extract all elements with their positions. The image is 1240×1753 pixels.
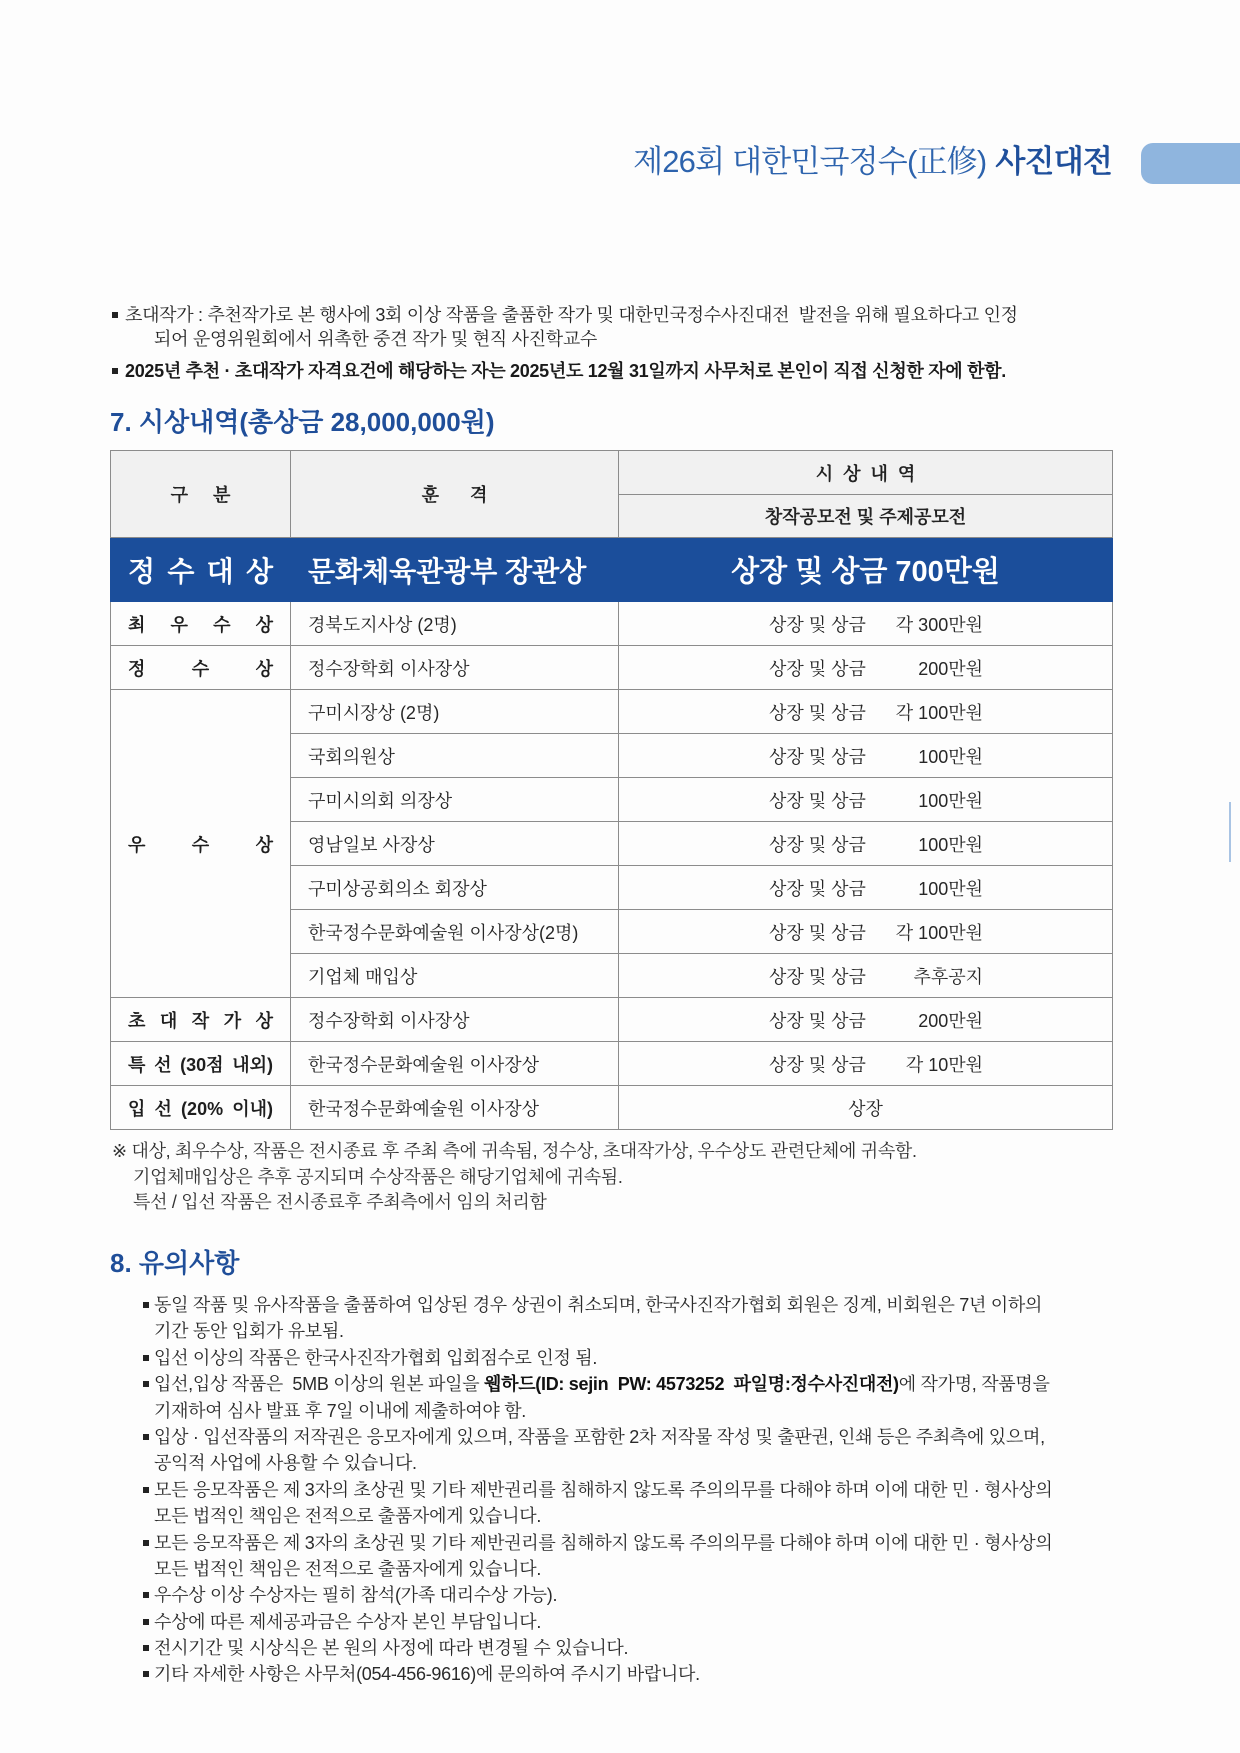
prize-line (769, 831, 983, 857)
text-line: 수상에 따른 제세공과금은 수상자 본인 부담입니다. (154, 1611, 542, 1632)
award-prize (619, 866, 1113, 910)
prize-amount: 200만원 (918, 658, 983, 679)
prize-label: 상장 및 상금 (769, 1010, 866, 1031)
award-category: 특 선 (30점 내외) (111, 1042, 291, 1086)
award-prize (619, 954, 1113, 998)
bullet-icon (143, 1487, 149, 1493)
list-item (143, 1371, 1112, 1424)
note-line: 기업체매입상은 추후 공지되며 수상작품은 해당기업체에 귀속됨. (133, 1166, 623, 1187)
table-row (111, 602, 1113, 646)
bullet-icon (143, 1381, 149, 1387)
grand-prize-award-title: 문화체육관광부 장관상 (291, 538, 619, 602)
bullet-icon (143, 1355, 149, 1361)
table-row (111, 1042, 1113, 1086)
prize-line (769, 743, 983, 769)
list-item (143, 1635, 1112, 1661)
bullet-icon (143, 1671, 149, 1677)
prize-line (769, 1007, 983, 1033)
table-row (111, 646, 1113, 690)
award-title: 경북도지사상 (2명) (291, 602, 619, 646)
grand-prize-category: 정 수 대 상 (111, 538, 291, 602)
bullet-icon (143, 1645, 149, 1651)
table-row (111, 1086, 1113, 1130)
text-line: 되어 운영위원회에서 위촉한 중견 작가 및 현직 사진학교수 (154, 329, 598, 349)
grand-prize-reward: 상장 및 상금 700만원 (619, 538, 1113, 602)
text-line: 우수상 이상 수상자는 필히 참석(가족 대리수상 가능). (154, 1585, 558, 1606)
prize-amount: 각 100만원 (895, 922, 983, 943)
header-prize: 시 상 내 역 (619, 451, 1113, 495)
prize-label: 상장 및 상금 (769, 614, 866, 635)
awards-table (110, 450, 1113, 1130)
prize-line (769, 611, 983, 637)
list-item (143, 1477, 1112, 1530)
application-deadline-note (112, 359, 1112, 383)
header-prize-subtitle: 창작공모전 및 주제공모전 (619, 495, 1113, 538)
awards-section-heading: 7. 시상내역(총상금 28,000,000원) (110, 407, 495, 437)
prize-label: 상장 및 상금 (769, 878, 866, 899)
text-line (154, 1371, 1112, 1397)
award-title: 구미시장상 (2명) (291, 690, 619, 734)
award-prize (619, 778, 1113, 822)
prize-amount: 100만원 (918, 790, 983, 811)
text-line: 모든 법적인 책임은 전적으로 출품자에게 있습니다. (154, 1506, 542, 1527)
text-segment: 입선,입상 작품은 5MB 이상의 원본 파일을 (154, 1374, 485, 1395)
award-title: 정수장학회 이사장상 (291, 646, 619, 690)
text-line: 기재하여 심사 발표 후 7일 이내에 제출하여야 함. (154, 1400, 526, 1421)
invited-artist-definition (112, 303, 1112, 351)
list-item (143, 1530, 1112, 1583)
list-item (143, 1661, 1112, 1687)
award-prize (619, 822, 1113, 866)
prize-label: 상장 및 상금 (769, 790, 866, 811)
prize-line (769, 655, 983, 681)
document-title (633, 141, 1112, 183)
table-row (111, 690, 1113, 734)
note-line: 특선 / 입선 작품은 전시종료후 주최측에서 임의 처리함 (133, 1192, 547, 1212)
award-prize (619, 1042, 1113, 1086)
award-prize (619, 602, 1113, 646)
scan-edge-mark (1229, 802, 1231, 862)
table-row (111, 998, 1113, 1042)
prize-amount: 100만원 (918, 746, 983, 767)
prize-label: 상장 및 상금 (769, 746, 866, 767)
webhard-credentials: 웹하드(ID: sejin PW: 4573252 파일명:정수사진대전) (484, 1374, 899, 1395)
award-title: 한국정수문화예술원 이사장상(2명) (291, 910, 619, 954)
prize-amount: 100만원 (918, 878, 983, 899)
prize-line (769, 875, 983, 901)
award-title: 구미시의회 의장상 (291, 778, 619, 822)
award-category: 초 대 작 가 상 (111, 998, 291, 1042)
award-title: 정수장학회 이사장상 (291, 998, 619, 1042)
bullet-icon (112, 368, 118, 374)
prize-amount: 각 100만원 (895, 702, 983, 723)
award-title: 기업체 매입상 (291, 954, 619, 998)
award-prize (619, 998, 1113, 1042)
text-line: 모든 응모작품은 제 3자의 초상권 및 기타 제반권리를 침해하지 않도록 주의의무를 다해야 하며 이에 대한 민 · 형사상의 (154, 1479, 1053, 1500)
grand-prize-row (111, 538, 1113, 602)
award-prize (619, 910, 1113, 954)
prize-line (769, 963, 983, 989)
prize-amount: 각 300만원 (895, 614, 983, 635)
text-line: 기타 자세한 사항은 사무처(054-456-9616)에 문의하여 주시기 바랍니다. (154, 1664, 700, 1685)
prize-amount: 추후공지 (913, 966, 983, 987)
list-item (143, 1609, 1112, 1635)
bullet-icon (143, 1619, 149, 1625)
note-line: ※ 대상, 최우수상, 작품은 전시종료 후 주최 측에 귀속됨, 정수상, 초대작가상, 우수상도 관련단체에 귀속함. (112, 1141, 917, 1161)
bullet-icon (143, 1302, 149, 1308)
prize-line (769, 787, 983, 813)
award-title: 국회의원상 (291, 734, 619, 778)
table-header-row (111, 451, 1113, 495)
precautions-section-heading: 8. 유의사항 (110, 1248, 240, 1278)
award-prize (619, 734, 1113, 778)
prize-label: 상장 및 상금 (769, 1054, 866, 1075)
list-item (143, 1582, 1112, 1608)
text-line: 기간 동안 입회가 유보됨. (154, 1321, 344, 1342)
text-line: 모든 법적인 책임은 전적으로 출품자에게 있습니다. (154, 1558, 542, 1579)
text-line: 입상 · 입선작품의 저작권은 응모자에게 있으며, 작품을 포함한 2차 저작물 작성 및 출판권, 인쇄 등은 주최측에 있으며, (154, 1426, 1045, 1447)
prize-amount: 200만원 (918, 1010, 983, 1031)
award-title: 한국정수문화예술원 이사장상 (291, 1042, 619, 1086)
award-category: 입 선 (20% 이내) (111, 1086, 291, 1130)
text-line: 전시기간 및 시상식은 본 원의 사정에 따라 변경될 수 있습니다. (154, 1638, 629, 1659)
award-title: 한국정수문화예술원 이사장상 (291, 1086, 619, 1130)
prize-label: 상장 및 상금 (769, 922, 866, 943)
prize-line (769, 699, 983, 725)
award-category: 우 수 상 (111, 690, 291, 998)
list-item (143, 1345, 1112, 1371)
title-emphasis: 사진대전 (995, 144, 1112, 179)
bullet-icon (112, 312, 118, 318)
bullet-icon (143, 1592, 149, 1598)
text-segment: 에 작가명, 작품명을 (898, 1374, 1050, 1395)
award-category: 최 우 수 상 (111, 602, 291, 646)
title-main: 제26회 대한민국정수(正修) (633, 144, 987, 179)
text-line: 모든 응모작품은 제 3자의 초상권 및 기타 제반권리를 침해하지 않도록 주의의무를 다해야 하며 이에 대한 민 · 형사상의 (154, 1532, 1053, 1553)
prize-label: 상장 및 상금 (769, 966, 866, 987)
award-prize: 상장 (619, 1086, 1113, 1130)
bullet-icon (143, 1434, 149, 1440)
bullet-icon (143, 1540, 149, 1546)
award-title: 영남일보 사장상 (291, 822, 619, 866)
eligibility-notes (112, 303, 1112, 383)
list-item (143, 1292, 1112, 1345)
text-line: 공익적 사업에 사용할 수 있습니다. (154, 1453, 417, 1474)
award-prize (619, 646, 1113, 690)
list-item (143, 1424, 1112, 1477)
prize-label: 상장 및 상금 (769, 702, 866, 723)
text-line: 입선 이상의 작품은 한국사진작가협회 입회점수로 인정 됨. (154, 1347, 598, 1368)
precautions-list (143, 1292, 1112, 1688)
prize-amount: 각 10만원 (905, 1054, 983, 1075)
prize-line (769, 919, 983, 945)
prize-label: 상장 및 상금 (769, 834, 866, 855)
award-prize (619, 690, 1113, 734)
prize-label: 상장 및 상금 (769, 658, 866, 679)
header-award-title: 훈 격 (291, 451, 619, 538)
award-title: 구미상공회의소 회장상 (291, 866, 619, 910)
title-tab-decoration (1141, 143, 1240, 184)
prize-amount: 100만원 (918, 834, 983, 855)
award-category: 정 수 상 (111, 646, 291, 690)
header-category: 구 분 (111, 451, 291, 538)
text-line: 동일 작품 및 유사작품을 출품하여 입상된 경우 상권이 취소되며, 한국사진작가협회 회원은 징계, 비회원은 7년 이하의 (154, 1295, 1043, 1315)
prize-line (769, 1051, 983, 1077)
text-line: 2025년 추천 · 초대작가 자격요건에 해당하는 자는 2025년도 12월 31일까지 사무처로 본인이 직접 신청한 자에 한함. (125, 361, 1006, 381)
text-line: 초대작가 : 추천작가로 본 행사에 3회 이상 작품을 출품한 작가 및 대한민국정수사진대전 발전을 위해 필요하다고 인정 (125, 305, 1018, 325)
awards-notes (112, 1139, 1112, 1216)
